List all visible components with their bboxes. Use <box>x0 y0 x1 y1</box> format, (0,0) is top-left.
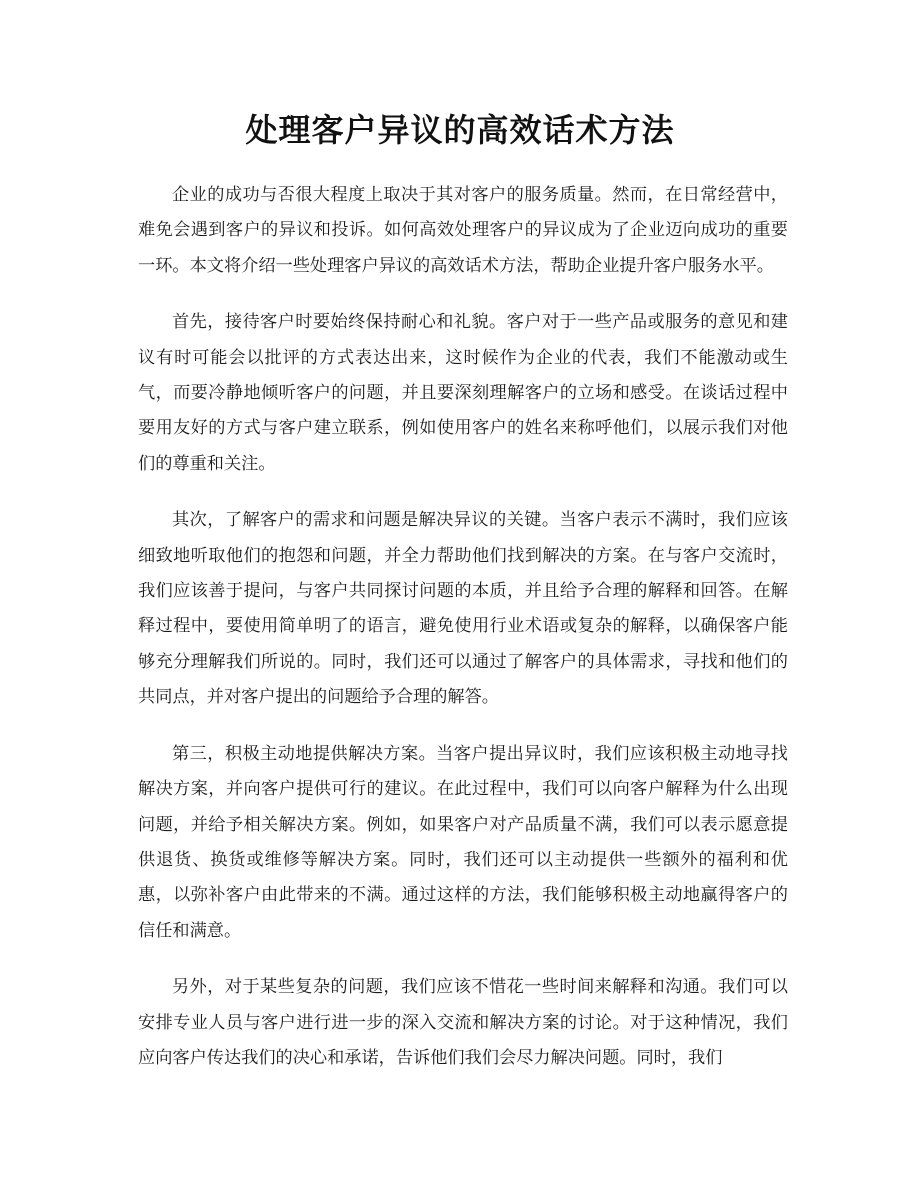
document-title: 处理客户异议的高效话术方法 <box>245 111 675 149</box>
paragraph-first: 首先，接待客户时要始终保持耐心和礼貌。客户对于一些产品或服务的意见和建议有时可能会以批评的方式表达出来，这时候作为企业的代表，我们不能激动或生气，而要冷静地倾听客户的问题，并且要深刻理解客户的立场和感受。在谈话过程中要用友好的方式与客户建立联系，例如使用客户的姓名来称呼他们，以展示我们对他们的尊重和关注。 <box>138 312 788 474</box>
paragraph-second: 其次，了解客户的需求和问题是解决异议的关键。当客户表示不满时，我们应该细致地听取他们的抱怨和问题，并全力帮助他们找到解决的方案。在与客户交流时，我们应该善于提问，与客户共同探讨问题的本质，并且给予合理的解释和回答。在解释过程中，要使用简单明了的语言，避免使用行业术语或复杂的解释，以确保客户能够充分理解我们所说的。同时，我们还可以通过了解客户的具体需求，寻找和他们的共同点，并对客户提出的问题给予合理的解答。 <box>138 510 788 708</box>
document-body <box>138 178 788 1097</box>
paragraph-third: 第三，积极主动地提供解决方案。当客户提出异议时，我们应该积极主动地寻找解决方案，并向客户提供可行的建议。在此过程中，我们可以向客户解释为什么出现问题，并给予相关解决方案。例如，如果客户对产品质量不满，我们可以表示愿意提供退货、换货或维修等解决方案。同时，我们还可以主动提供一些额外的福利和优惠，以弥补客户由此带来的不满。通过这样的方法，我们能够积极主动地赢得客户的信任和满意。 <box>138 743 788 941</box>
paragraph-intro: 企业的成功与否很大程度上取决于其对客户的服务质量。然而，在日常经营中，难免会遇到客户的异议和投诉。如何高效处理客户的异议成为了企业迈向成功的重要一环。本文将介绍一些处理客户异议的高效话术方法，帮助企业提升客户服务水平。 <box>138 185 788 276</box>
paragraph-additional: 另外，对于某些复杂的问题，我们应该不惜花一些时间来解释和沟通。我们可以安排专业人员与客户进行进一步的深入交流和解决方案的讨论。对于这种情况，我们应向客户传达我们的决心和承诺，告诉他们我们会尽力解决问题。同时，我们 <box>138 977 788 1068</box>
